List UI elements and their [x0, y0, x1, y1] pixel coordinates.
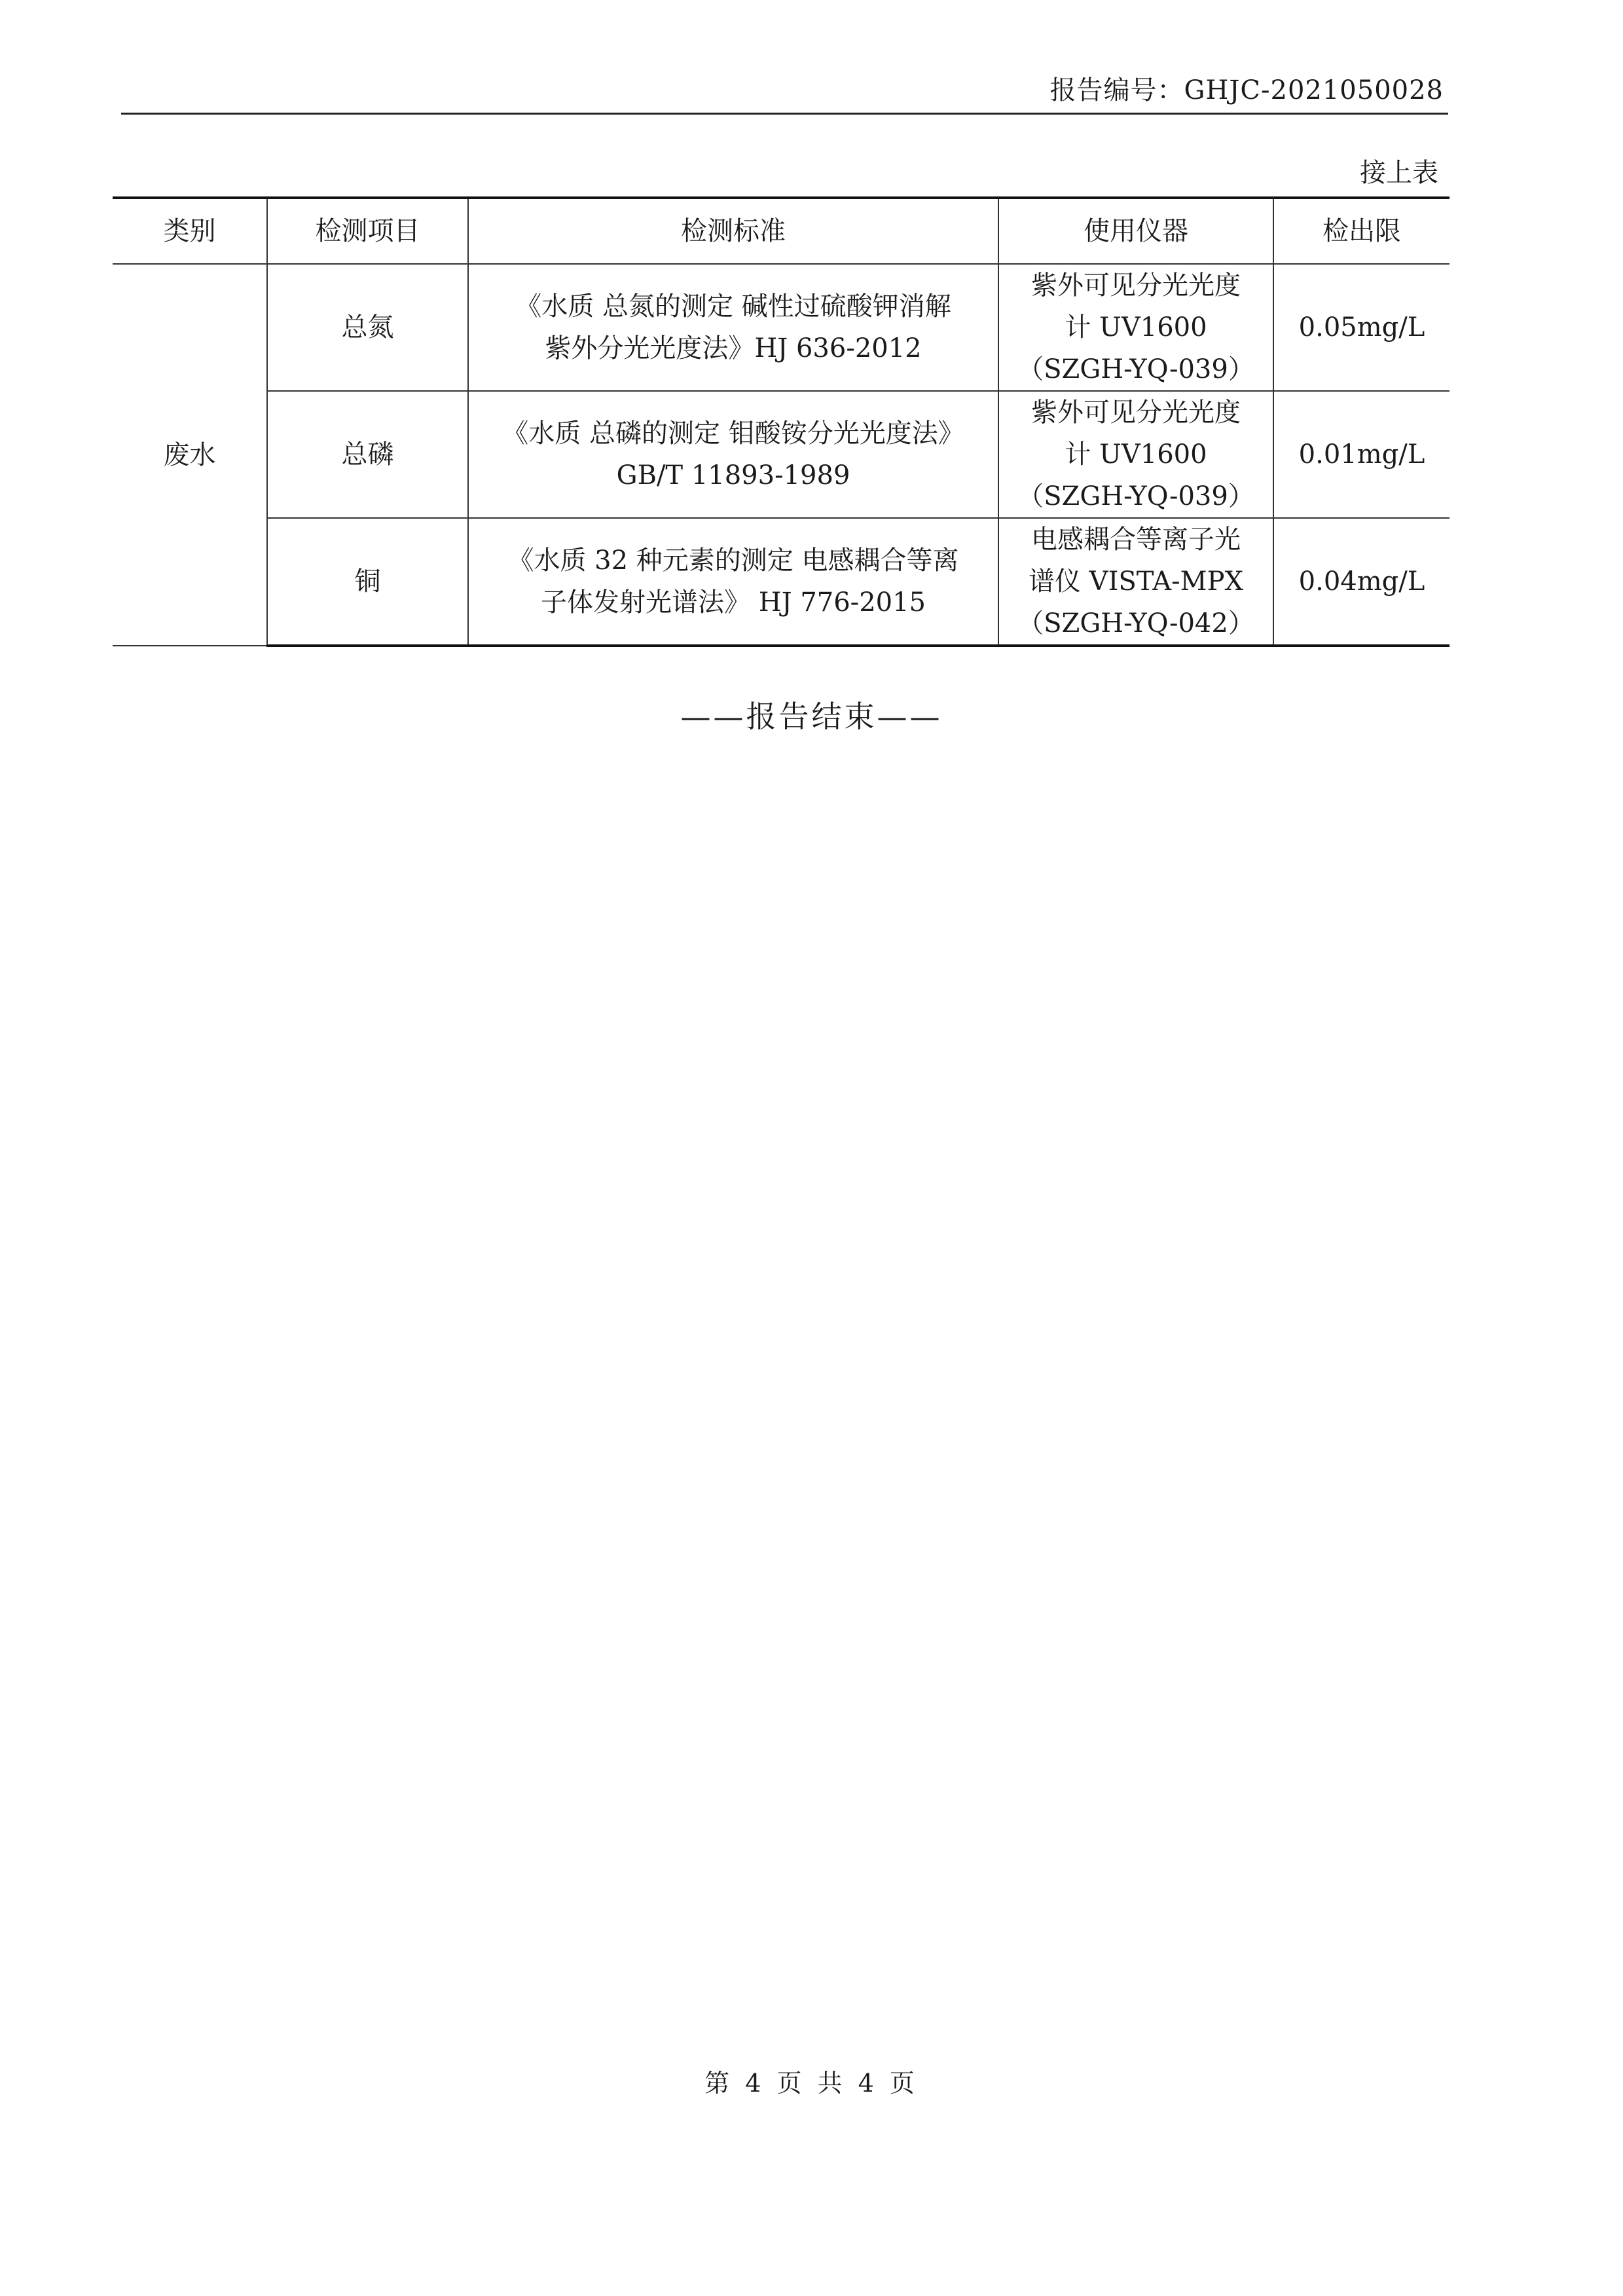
instrument-line: 计 UV1600: [1065, 312, 1207, 343]
report-end-mark: ——报告结束——: [680, 699, 943, 734]
table-header-row: [113, 198, 1450, 264]
item-cell: 总氮: [267, 264, 468, 391]
table-row: [113, 391, 1450, 518]
header-divider: [121, 113, 1448, 115]
instrument-line: 紫外可见分光光度: [1031, 398, 1241, 428]
table-row: [113, 518, 1450, 646]
detection-method-table: [113, 196, 1450, 647]
limit-cell: 0.01mg/L: [1273, 391, 1450, 518]
instrument-line: 计 UV1600: [1065, 439, 1207, 470]
instrument-line: （SZGH-YQ-039）: [1017, 354, 1254, 384]
report-number: 报告编号：GHJC-2021050028: [1049, 75, 1444, 105]
item-cell: 总磷: [267, 391, 468, 518]
standard-line: 子体发射光谱法》 HJ 776-2015: [540, 587, 926, 618]
standard-cell: [468, 391, 998, 518]
instrument-line: （SZGH-YQ-039）: [1017, 481, 1254, 511]
standard-line: GB/T 11893-1989: [616, 460, 850, 491]
limit-cell: 0.05mg/L: [1273, 264, 1450, 391]
standard-line: 《水质 总磷的测定 钼酸铵分光光度法》: [502, 418, 964, 449]
limit-cell: 0.04mg/L: [1273, 518, 1450, 646]
standard-line: 《水质 32 种元素的测定 电感耦合等离: [507, 546, 959, 576]
standard-cell: [468, 518, 998, 646]
standard-line: 《水质 总氮的测定 碱性过硫酸钾消解: [515, 291, 951, 322]
instrument-line: 电感耦合等离子光: [1031, 525, 1241, 555]
continued-label: 接上表: [1360, 158, 1438, 188]
page-number: 第 4 页 共 4 页: [704, 2069, 919, 2098]
instrument-cell: [998, 391, 1273, 518]
item-cell: 铜: [267, 518, 468, 646]
instrument-cell: [998, 518, 1273, 646]
instrument-line: 谱仪 VISTA-MPX: [1028, 566, 1244, 597]
instrument-line: （SZGH-YQ-042）: [1017, 608, 1254, 639]
column-header-limit: 检出限: [1273, 198, 1450, 264]
column-header-item: 检测项目: [267, 198, 468, 264]
instrument-cell: [998, 264, 1273, 391]
instrument-line: 紫外可见分光光度: [1031, 270, 1241, 301]
standard-line: 紫外分光光度法》HJ 636-2012: [545, 333, 922, 363]
category-cell: 废水: [113, 264, 267, 646]
column-header-standard: 检测标准: [468, 198, 998, 264]
table-row: [113, 264, 1450, 391]
column-header-instrument: 使用仪器: [998, 198, 1273, 264]
standard-cell: [468, 264, 998, 391]
column-header-category: 类别: [113, 198, 267, 264]
